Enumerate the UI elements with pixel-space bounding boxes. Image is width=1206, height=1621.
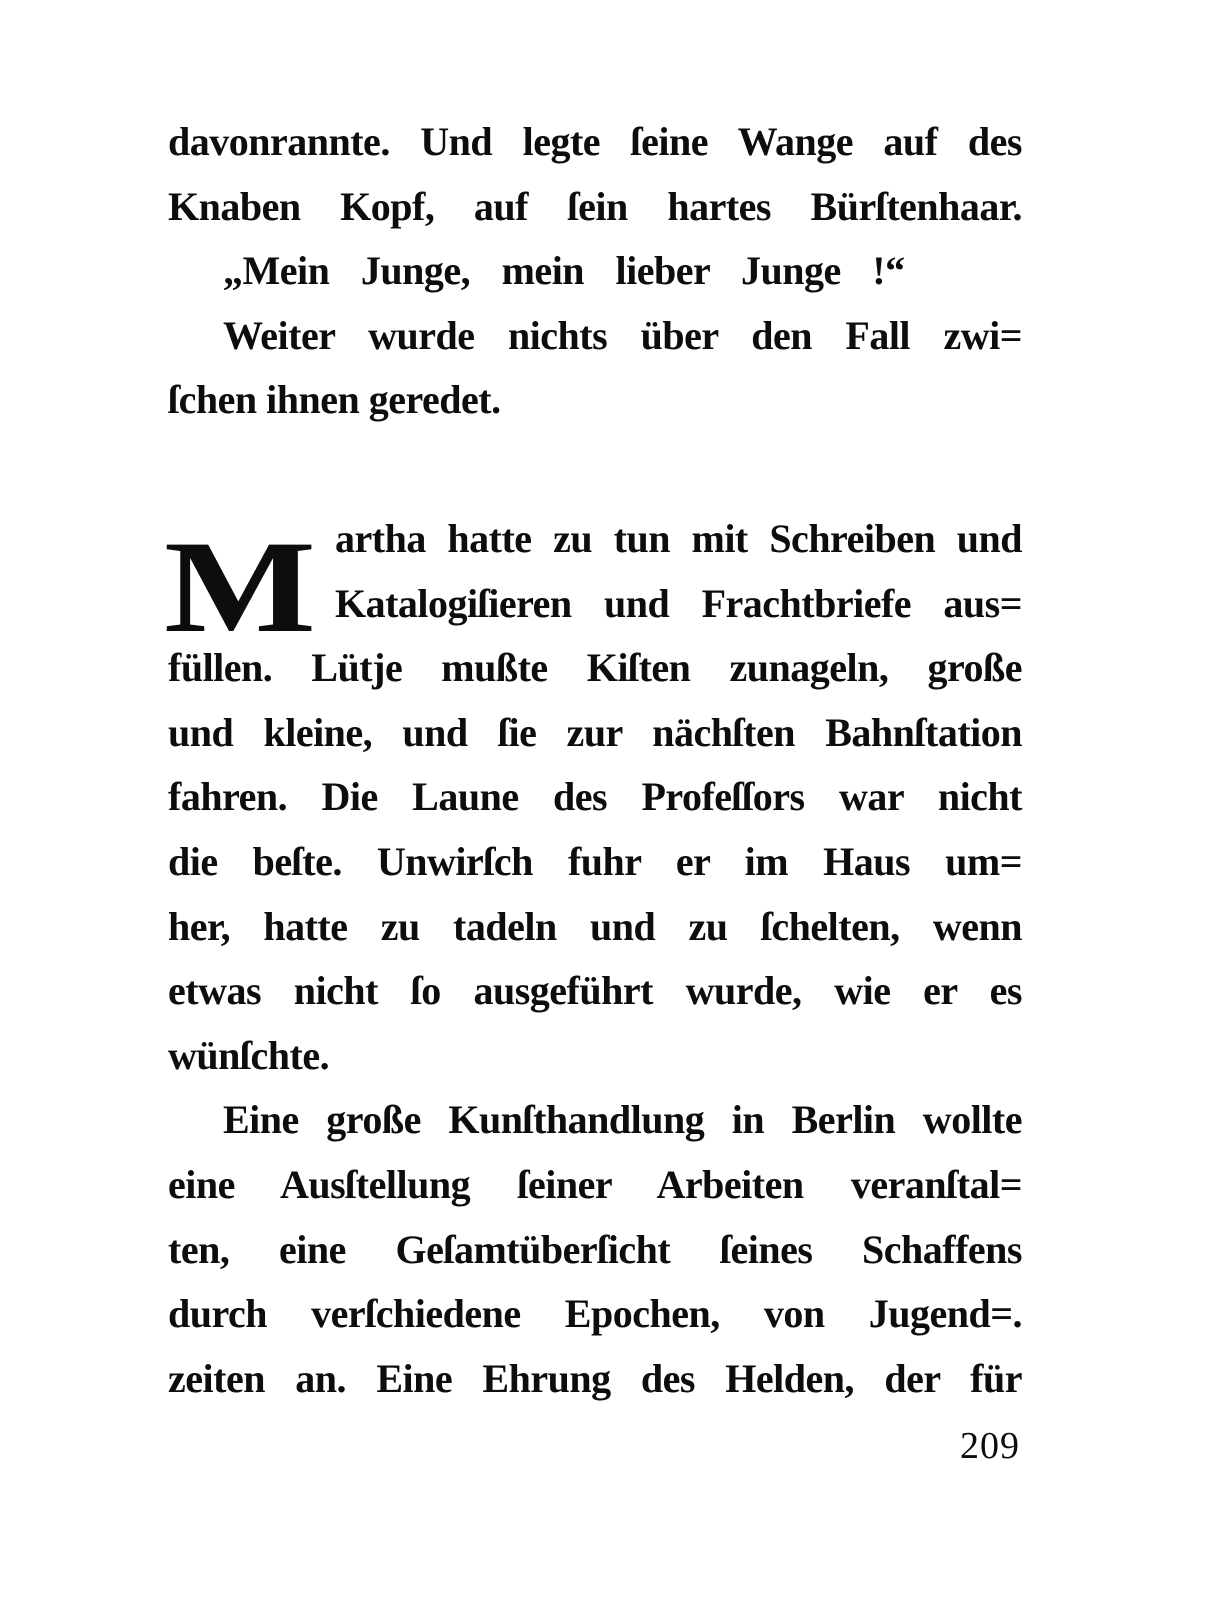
- text-line: etwas nicht ſo ausgeführt wurde, wie er es: [168, 968, 1022, 1014]
- page-number: 209: [960, 1425, 1020, 1467]
- text-line: wünſchte.: [168, 1032, 330, 1078]
- text-line: ſchen ihnen geredet.: [168, 377, 501, 423]
- text-line: fahren. Die Laune des Profeſſors war nicht: [168, 774, 1022, 820]
- text-line: Knaben Kopf, auf ſein hartes Bürſtenhaar.: [168, 183, 1022, 229]
- text-line: zeiten an. Eine Ehrung des Helden, der für: [168, 1355, 1022, 1401]
- text-line: davonrannte. Und legte ſeine Wange auf des: [168, 119, 1022, 164]
- paragraph-block-main: [164, 507, 1022, 1411]
- text-line: artha hatte zu tun mit Schreiben und: [335, 516, 1022, 561]
- text-line: und kleine, und ſie zur nächſten Bahnſtation: [168, 709, 1022, 755]
- text-line: eine Ausſtellung ſeiner Arbeiten veranſtal=: [168, 1161, 1022, 1207]
- text-line: durch verſchiedene Epochen, von Jugend=.: [168, 1291, 1022, 1337]
- paragraph-block-top: [168, 110, 1022, 433]
- text-line: die beſte. Unwirſch fuhr er im Haus um=: [168, 838, 1022, 884]
- text-line: füllen. Lütje mußte Kiſten zunageln, große: [168, 645, 1022, 691]
- text-line: Weiter wurde nichts über den Fall zwi=: [223, 312, 1022, 358]
- text-line: „Mein Junge, mein lieber Junge !“: [223, 248, 905, 294]
- text-line: Eine große Kunſthandlung in Berlin wollte: [223, 1097, 1022, 1143]
- text-line: ten, eine Geſamtüberſicht ſeines Schaffens: [168, 1226, 1022, 1272]
- text-line: Katalogiſieren und Frachtbriefe aus=: [335, 580, 1022, 626]
- drop-cap-letter-m: M: [164, 513, 317, 660]
- text-line: her, hatte zu tadeln und zu ſchelten, wenn: [168, 903, 1022, 949]
